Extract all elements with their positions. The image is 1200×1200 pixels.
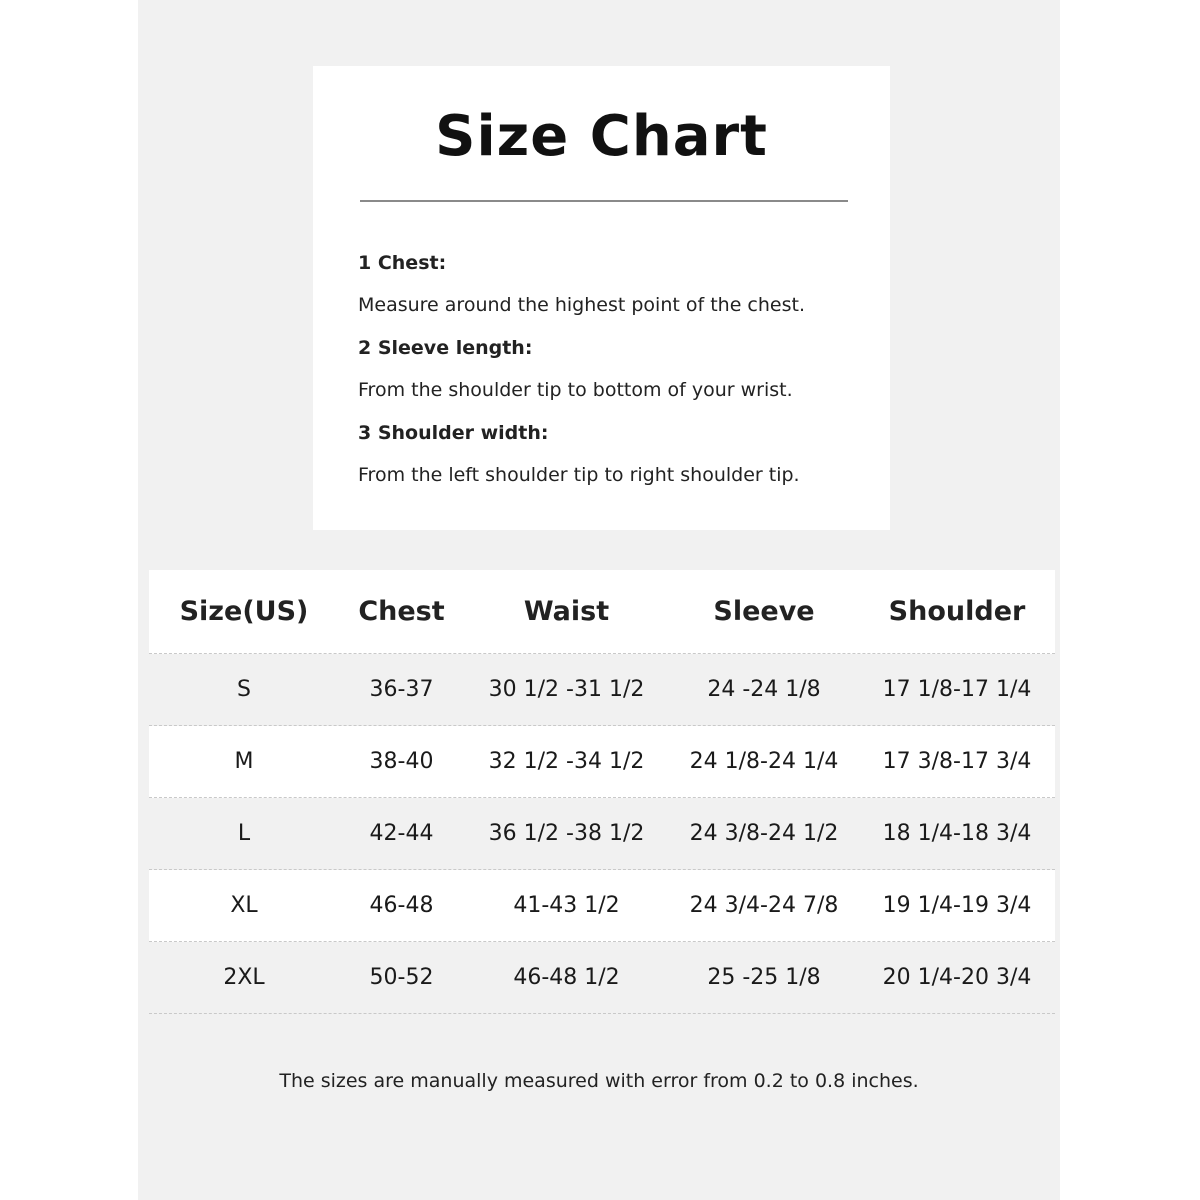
header-sleeve: Sleeve <box>713 596 815 627</box>
cell-shoulder: 19 1/4-19 3/4 <box>882 893 1032 918</box>
cell-sleeve: 25 -25 1/8 <box>707 965 821 990</box>
cell-waist: 36 1/2 -38 1/2 <box>488 821 645 846</box>
table-header-row <box>149 570 1055 654</box>
chest-heading: 1 Chest: <box>358 252 447 274</box>
table-row <box>149 798 1055 870</box>
measurement-footnote: The sizes are manually measured with error from 0.2 to 0.8 inches. <box>279 1070 919 1092</box>
table-row <box>149 654 1055 726</box>
header-size: Size(US) <box>179 596 309 627</box>
cell-chest: 42-44 <box>369 821 434 846</box>
cell-shoulder: 17 3/8-17 3/4 <box>882 749 1032 774</box>
cell-shoulder: 17 1/8-17 1/4 <box>882 677 1032 702</box>
table-row <box>149 870 1055 942</box>
cell-chest: 50-52 <box>369 965 434 990</box>
header-shoulder: Shoulder <box>888 596 1026 627</box>
cell-size: S <box>237 677 251 702</box>
table-row <box>149 726 1055 798</box>
cell-shoulder: 20 1/4-20 3/4 <box>882 965 1032 990</box>
shoulder-heading: 3 Shoulder width: <box>358 422 549 444</box>
cell-waist: 32 1/2 -34 1/2 <box>488 749 645 774</box>
cell-sleeve: 24 3/4-24 7/8 <box>689 893 839 918</box>
cell-chest: 38-40 <box>369 749 434 774</box>
cell-size: XL <box>230 893 258 918</box>
cell-waist: 46-48 1/2 <box>513 965 620 990</box>
table-row <box>149 942 1055 1014</box>
cell-sleeve: 24 -24 1/8 <box>707 677 821 702</box>
cell-waist: 41-43 1/2 <box>513 893 620 918</box>
cell-chest: 36-37 <box>369 677 434 702</box>
cell-chest: 46-48 <box>369 893 434 918</box>
header-chest: Chest <box>358 596 445 627</box>
cell-size: M <box>234 749 254 774</box>
cell-size: L <box>237 821 251 846</box>
cell-waist: 30 1/2 -31 1/2 <box>488 677 645 702</box>
cell-shoulder: 18 1/4-18 3/4 <box>882 821 1032 846</box>
sleeve-description: From the shoulder tip to bottom of your wrist. <box>358 379 793 401</box>
shoulder-description: From the left shoulder tip to right shoulder tip. <box>358 464 800 486</box>
cell-size: 2XL <box>223 965 265 990</box>
cell-sleeve: 24 3/8-24 1/2 <box>689 821 839 846</box>
header-waist: Waist <box>523 596 610 627</box>
instructions-card <box>313 66 890 530</box>
size-table <box>149 570 1055 1014</box>
title-divider <box>360 200 848 202</box>
cell-sleeve: 24 1/8-24 1/4 <box>689 749 839 774</box>
chest-description: Measure around the highest point of the chest. <box>358 294 805 316</box>
page-title: Size Chart <box>435 104 768 169</box>
sleeve-heading: 2 Sleeve length: <box>358 337 533 359</box>
